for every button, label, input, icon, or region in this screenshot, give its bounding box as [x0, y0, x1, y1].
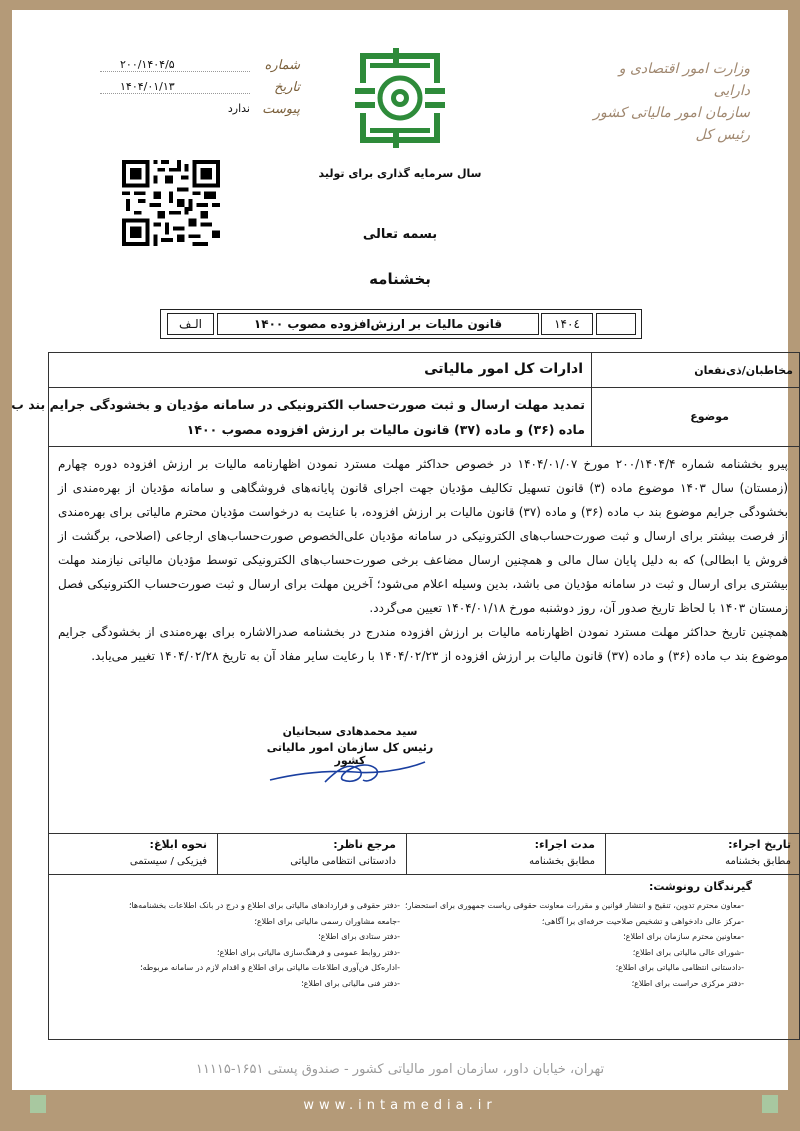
subject-line-1: تمدید مهلت ارسال و ثبت صورت‌حساب الکترونیکی در سامانه مؤدیان و بخشودگی جرایم بند ب: [11, 397, 585, 412]
ministry-heading: [580, 58, 750, 146]
recipient-item: -اداره‌کل فن‌آوری اطلاعات مالیاتی برای اطلاع و اقدام لازم در سامانه مربوطه؛: [140, 963, 400, 972]
subject-label: موضوع: [690, 410, 729, 423]
qr-code: [122, 160, 220, 246]
recipient-item: -دادستانی انتظامی مالیاتی برای اطلاع؛: [615, 963, 744, 972]
subject-value: [11, 392, 585, 442]
page-border-top: [0, 0, 800, 10]
recipient-item: -جامعه مشاوران رسمی مالیاتی برای اطلاع؛: [254, 916, 400, 926]
recipient-item: -شورای عالی مالیاتی برای اطلاع؛: [632, 947, 744, 957]
circular-body: [58, 452, 788, 668]
recipient-item: -دفتر روابط عمومی و فرهنگ‌سازی مالیاتی برای اطلاع؛: [216, 947, 400, 957]
notify-value: فیزیکی / سیستمی: [129, 856, 207, 867]
letter-number-row: [100, 58, 300, 80]
supervisor-cell: [217, 833, 407, 875]
footer-decoration-right: [762, 1095, 778, 1113]
head-title-line: رئیس کل: [695, 127, 750, 143]
recipients-title: گیرندگان رونوشت:: [648, 880, 752, 893]
year-slogan: سال سرمایه گذاری برای تولید: [318, 167, 482, 180]
page-border-left: [0, 0, 12, 1131]
circular-id-row: [160, 309, 642, 339]
signer-name: سید محمدهادی سبحانیان: [282, 725, 418, 738]
subject-value-cell: [11, 387, 592, 447]
exec-date-cell: [605, 833, 800, 875]
signer-title: رئیس کل سازمان امور مالیاتی کشور: [266, 741, 434, 767]
circular-category: الـف: [167, 313, 214, 335]
letter-attachment-label: پیوست: [262, 102, 300, 117]
subject-line-2: ماده (۳۶) و ماده (۳۷) قانون مالیات بر ارزش افزوده مصوب ۱۴۰۰: [186, 422, 585, 437]
notify-cell: [48, 833, 218, 875]
footer-decoration-left: [30, 1095, 46, 1113]
recipient-item: -مرکز عالی دادخواهی و تشخیص صلاحیت حرفه‌ای برا آگاهی؛: [541, 916, 744, 926]
audience-value: ادارات کل امور مالیاتی: [424, 361, 583, 377]
notify-label: نحوه ابلاغ:: [149, 838, 207, 851]
tax-organization-logo: [355, 48, 445, 148]
organization-line: سازمان امور مالیاتی کشور: [593, 105, 750, 121]
letter-number-label: شماره: [264, 58, 300, 73]
letter-date-label: تاریخ: [274, 80, 300, 95]
body-paragraph-2: همچنین تاریخ حداکثر مهلت مسترد نمودن اظهارنامه مالیات بر ارزش افزوده مندرج در بخشنامه صدرالاشاره برای بهره‌مندی از بخشودگی جرایم موضوع بند ب ماده (۳۶) و ماده (۳۷) قانون مالیات بر ارزش افزوده از ۱۴۰۴/۰۲/۲۳ با رعایت سایر مفاد آن به تاریخ ۱۴۰۴/۰۲/۲۸ تغییر می‌یابد.: [58, 625, 788, 663]
footer-website-link[interactable]: www.intamedia.ir: [303, 1098, 497, 1113]
document-type-title: بخشنامه: [369, 270, 431, 288]
audience-value-cell: [48, 352, 592, 388]
recipient-item: -دفتر مرکزی حراست برای اطلاع؛: [631, 978, 744, 988]
recipients-left-list: [90, 898, 400, 991]
letter-date-value: ۱۴۰۴/۰۱/۱۳: [100, 80, 250, 94]
exec-date-value: مطابق بخشنامه: [725, 856, 791, 867]
duration-value: مطابق بخشنامه: [529, 856, 595, 867]
letter-attachment-row: [100, 102, 300, 124]
recipients-right-list: [405, 898, 744, 991]
recipient-item: -معاونین محترم سازمان برای اطلاع؛: [623, 932, 744, 941]
letter-date-row: [100, 80, 300, 102]
footer-address: تهران، خیابان داور، سازمان امور مالیاتی کشور - صندوق پستی ۱۶۵۱-۱۱۱۱۵: [195, 1062, 605, 1077]
ministry-line: وزارت امور اقتصادی و دارایی: [618, 61, 750, 99]
body-paragraph-1: پیرو بخشنامه شماره ۲۰۰/۱۴۰۴/۴ مورخ ۱۴۰۴/۰۱/۰۷ در خصوص حداکثر مهلت مسترد نمودن اظهارنامه مالیات بر ارزش افزوده دوره چهارم (زمستان) سال ۱۴۰۳ موضوع ماده (۳) قانون تسهیل تکالیف مؤدیان جهت اجرای قانون پایانه‌های فروشگاهی و سامانه مؤدیان از بهره‌مندی از بخشودگی جرایم موضوع بند ب ماده (۳۶) و ماده (۳۷) قانون مالیات بر ارزش افزوده، با عنایت به درخواست مؤدیان محترم مالیاتی برای بهره‌مندی از فرصت بیشتر برای ارسال و ثبت صورت‌حساب‌های الکترونیکی در سامانه مؤدیان علی‌الخصوص صورت‌حساب‌های ارجاعی (اصلاحی، برگشت از فروش یا ابطالی) که به دلیل پایان سال مالی و همچنین ارسال مضاعف برخی صورت‌حساب‌های الکترونیکی توسط مؤدیان مالیاتی نیازمند مهلت بیشتری برای ارسال و ثبت در سامانه مؤدیان می باشد، بدین وسیله اعلام می‌شود؛ آخرین مهلت برای ارسال و ثبت صورت‌حساب الکترونیکی فصل زمستان ۱۴۰۳ با لحاظ تاریخ صدور آن، روز دوشنبه مورخ ۱۴۰۴/۰۱/۱۸ تعیین می‌گردد.: [58, 457, 788, 615]
recipient-item: -دفتر ستادی برای اطلاع؛: [318, 932, 400, 941]
subject-label-cell: [591, 387, 800, 447]
supervisor-value: دادستانی انتظامی مالیاتی: [290, 856, 396, 867]
circular-law: قانون مالیات بر ارزش‌افزوده مصوب ۱۴۰۰: [217, 313, 539, 335]
circular-year: ۱۴۰٤: [541, 313, 593, 335]
letter-attachment-value: ندارد: [227, 102, 250, 115]
audience-label: مخاطبان/ذی‌نفعان: [694, 364, 793, 377]
duration-label: مدت اجراء:: [534, 838, 595, 851]
recipient-item: -دفتر حقوقی و قراردادهای مالیاتی برای اطلاع و درج در بانک اطلاعات بخشنامه‌ها؛: [128, 901, 400, 910]
audience-label-cell: [591, 352, 800, 388]
handwritten-signature: [265, 752, 435, 792]
recipient-item: -معاون محترم تدوین، تنقیح و انتشار قوانین و مقررات معاونت حقوقی ریاست جمهوری برای استحضار؛: [405, 901, 744, 910]
bismillah: بسمه تعالی: [362, 227, 438, 242]
recipient-item: -دفتر فنی مالیاتی برای اطلاع؛: [301, 978, 400, 988]
duration-cell: [406, 833, 606, 875]
supervisor-label: مرجع ناظر:: [333, 838, 396, 851]
exec-date-label: تاریخ اجراء:: [728, 838, 791, 851]
letter-number-value: ۲۰۰/۱۴۰۴/۵: [100, 58, 250, 72]
letter-meta: [100, 58, 300, 124]
circular-empty-cell: [596, 313, 636, 335]
